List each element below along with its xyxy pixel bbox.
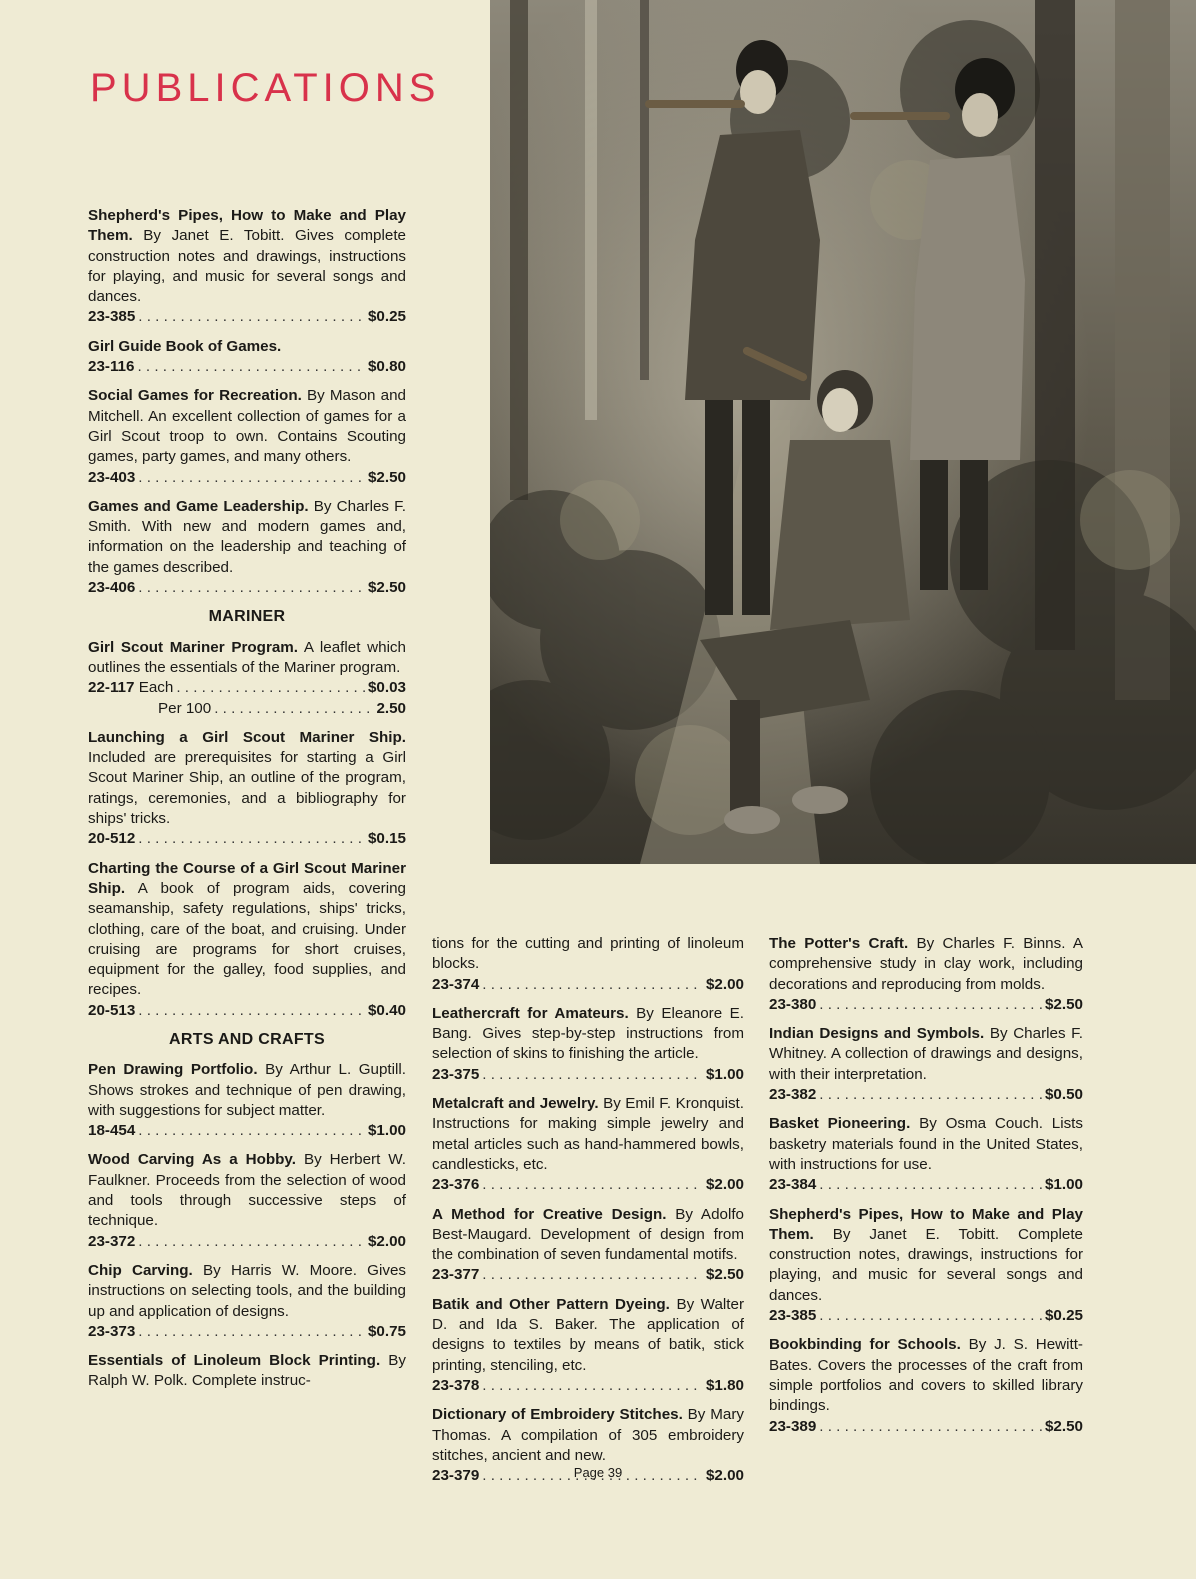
pub-title: Batik and Other Pattern Dyeing. [432,1295,670,1313]
pub-code: 23-379 [432,1467,480,1485]
pub-description: tions for the cutting and printing of linoleum blocks. [432,935,744,973]
column-1 [88,206,406,1401]
pub-entry [432,1004,744,1085]
price-line [88,1322,406,1342]
pub-entry [88,386,406,487]
price-line [432,1265,744,1285]
pub-price: $0.15 [367,830,406,848]
column-3 [769,934,1083,1446]
pub-title: Metalcraft and Jewelry. [432,1095,599,1113]
pub-code: 23-389 [769,1417,817,1435]
pub-title: Shepherd's Pipes, How to Make and Play Them. [88,207,406,245]
pub-title: Basket Pioneering. [769,1115,911,1133]
pub-price: $2.50 [1044,1417,1083,1435]
pub-price: $0.40 [367,1001,406,1019]
pub-price: $2.50 [367,579,406,597]
dot-leader [138,1121,365,1141]
price-line [432,1376,744,1396]
pub-price: $0.80 [367,358,406,376]
pub-title: Chip Carving. [88,1261,193,1279]
pub-price: $1.00 [367,1122,406,1140]
price-line [88,357,406,377]
pub-price: $2.50 [705,1266,744,1284]
pub-entry [432,1295,744,1396]
dot-leader [138,1232,365,1252]
pub-description: By Janet E. Tobitt. Complete construction notes, drawings, instructions for playing, and music for several songs and dances. [769,1225,1083,1304]
pub-entry-continuation [432,934,744,995]
pub-title: Dictionary of Embroidery Stitches. [432,1406,683,1424]
pub-title: Wood Carving As a Hobby. [88,1151,296,1169]
pub-code: 23-374 [432,975,480,993]
dot-leader [482,1376,703,1396]
pub-title: Essentials of Linoleum Block Printing. [88,1352,381,1370]
dot-leader [138,829,365,849]
forest-photo-illustration [490,0,1196,864]
price-line [88,578,406,598]
price-line [88,1001,406,1021]
pub-description: A leaflet which outlines the essentials of the Mariner program. [88,638,406,676]
pub-price: $1.00 [705,1065,744,1083]
pub-code: 23-116 [88,358,135,376]
pub-code: 23-372 [88,1232,136,1250]
pub-description: Included are prerequisites for starting a Girl Scout Mariner Ship, an outline of the program, ratings, ceremonies, and a bibliography for ships' tricks. [88,749,406,828]
pub-description: By Charles F. Smith. With new and modern games and, information on the leadership and teaching of the games described. [88,497,406,576]
pub-price: $2.50 [1044,995,1083,1013]
pub-description: By Charles F. Whitney. A collection of drawings and designs, with their interpretation. [769,1025,1083,1083]
pub-entry [88,728,406,850]
pub-entry [88,497,406,598]
pub-entry [769,1205,1083,1327]
dot-leader [137,357,365,377]
pub-description: By J. S. Hewitt-Bates. Covers the processes of the craft from simple portfolios and covers to skilled library bindings. [769,1336,1083,1415]
pub-code: 23-406 [88,579,136,597]
pub-title: The Potter's Craft. [769,935,909,952]
dot-leader [138,307,365,327]
pub-entry [769,934,1083,1015]
pub-code: 23-377 [432,1266,480,1284]
pub-title: A Method for Creative Design. [432,1205,667,1223]
pub-entry [88,1150,406,1251]
dot-leader [819,995,1042,1015]
dot-leader [214,699,373,719]
price-line [432,975,744,995]
pub-price: $2.00 [705,1467,744,1485]
section-heading-mariner: MARINER [208,608,286,626]
pub-title: Bookbinding for Schools. [769,1336,961,1354]
pub-title: Indian Designs and Symbols. [769,1025,985,1043]
pub-entry [88,337,406,378]
price-line [88,307,406,327]
price-line [88,829,406,849]
pub-price: $0.03 [367,679,406,697]
pub-description: By Arthur L. Guptill. Shows strokes and technique of pen drawing, with suggestions for subject matter. [88,1061,406,1119]
pub-code: 23-376 [432,1176,480,1194]
pub-code: 23-382 [769,1086,817,1104]
price-line [769,1175,1083,1195]
price-line [88,468,406,488]
photo-girls-playing-shepherds-pipes [490,0,1196,864]
pub-title: Social Games for Recreation. [88,387,302,405]
dot-leader [819,1306,1042,1326]
price-line [769,995,1083,1015]
dot-leader [138,578,365,598]
page-heading: PUBLICATIONS [90,66,441,110]
pub-title: Girl Guide Book of Games. [88,337,282,355]
price-line [432,1065,744,1085]
pub-price: 2.50 [376,699,406,717]
pub-description: By Harris W. Moore. Gives instructions on selecting tools, and the building up and application of designs. [88,1261,406,1320]
pub-code: 23-380 [769,995,817,1013]
price-line [769,1085,1083,1105]
pub-title: Girl Scout Mariner Program. [88,638,299,656]
pub-entry [88,859,406,1021]
pub-price: $0.25 [1044,1307,1083,1325]
pub-description: A book of program aids, covering seamanship, safety regulations, ships' tricks, clothing, care of the boat, and cruising. Under cruising are programs for short cruises, equipment for the galley, food supplies, and recipes. [88,879,406,999]
dot-leader [482,1265,703,1285]
pub-code: 20-512 [88,830,136,848]
price-line-per-100 [88,699,406,719]
pub-description: By Ralph W. Polk. Complete instruc- [88,1352,406,1390]
pub-price: $2.00 [705,975,744,993]
pub-price: $2.00 [705,1176,744,1194]
pub-price: $2.00 [367,1232,406,1250]
dot-leader [138,1322,365,1342]
pub-title: Launching a Girl Scout Mariner Ship. [88,728,406,746]
pub-entry [769,1024,1083,1105]
dot-leader [138,1001,365,1021]
pub-price: $0.50 [1044,1086,1083,1104]
pub-code: 23-384 [769,1176,817,1194]
pub-code: 23-378 [432,1376,480,1394]
pub-code: 18-454 [88,1122,136,1140]
pub-code: 23-385 [769,1307,817,1325]
price-line [88,1121,406,1141]
price-line [88,1232,406,1252]
page-number: Page 39 [573,1465,623,1480]
pub-entry [769,1335,1083,1436]
pub-code: 23-373 [88,1322,136,1340]
pub-description: By Mason and Mitchell. An excellent collection of games for a Girl Scout troop to own. Contains Scouting games, party games, and many others. [88,387,406,466]
pub-description: By Charles F. Binns. A comprehensive study in clay work, including decorations and reproducing from molds. [769,935,1083,993]
pub-code: 23-403 [88,468,136,486]
pub-description: By Osma Couch. Lists basketry materials found in the United States, with instructions for use. [769,1115,1083,1173]
pub-entry [88,1261,406,1342]
pub-description: By Janet E. Tobitt. Gives complete construction notes and drawings, instructions for playing, and music for several songs and dances. [88,227,406,306]
pub-price: $0.25 [367,308,406,326]
pub-price: $2.50 [367,468,406,486]
per-label: Per 100 [158,699,212,717]
dot-leader [176,678,365,698]
pub-code: 23-375 [432,1065,480,1083]
pub-description: By Eleanore E. Bang. Gives step-by-step instructions from selection of skins to finishing the article. [432,1004,744,1063]
pub-entry [432,1205,744,1286]
dot-leader [138,468,365,488]
price-line [432,1175,744,1195]
price-line [769,1417,1083,1437]
pub-entry [769,1114,1083,1195]
pub-title: Leathercraft for Amateurs. [432,1004,629,1022]
pub-title: Shepherd's Pipes, How to Make and Play Them. [769,1205,1083,1243]
dot-leader [819,1417,1042,1437]
pub-title: Charting the Course of a Girl Scout Mariner Ship. [88,859,406,897]
dot-leader [482,1175,703,1195]
each-label: Each [138,679,174,697]
pub-description: By Walter D. and Ida S. Baker. The application of designs to textiles by means of batik, stick printing, stenciling, etc. [432,1295,744,1374]
pub-entry [432,1094,744,1195]
pub-entry [88,206,406,328]
pub-code: 22-117 [88,679,135,697]
pub-description: By Mary Thomas. A compilation of 305 embroidery stitches, ancient and new. [432,1406,744,1464]
pub-price: $1.80 [705,1376,744,1394]
dot-leader [819,1175,1042,1195]
pub-description: By Herbert W. Faulkner. Proceeds from the selection of wood and tools through successive steps of technique. [88,1151,406,1230]
section-heading-arts-and-crafts: ARTS AND CRAFTS [169,1030,325,1048]
pub-title: Pen Drawing Portfolio. [88,1061,258,1079]
pub-title: Games and Game Leadership. [88,497,309,515]
pub-description: By Emil F. Kronquist. Instructions for making simple jewelry and metal articles such as hand-hammered bowls, candlesticks, etc. [432,1095,744,1173]
pub-entry [88,1060,406,1141]
pub-price: $0.75 [367,1322,406,1340]
pub-code: 23-385 [88,308,136,326]
dot-leader [819,1085,1042,1105]
price-line [769,1306,1083,1326]
pub-code: 20-513 [88,1001,136,1019]
dot-leader [482,1065,703,1085]
column-2 [432,934,744,1495]
pub-entry [88,638,406,719]
dot-leader [482,975,703,995]
pub-description: By Adolfo Best-Maugard. Development of design from the combination of seven fundamental motifs. [432,1205,744,1264]
price-line [88,678,406,698]
pub-price: $1.00 [1044,1176,1083,1194]
pub-entry [88,1351,406,1392]
